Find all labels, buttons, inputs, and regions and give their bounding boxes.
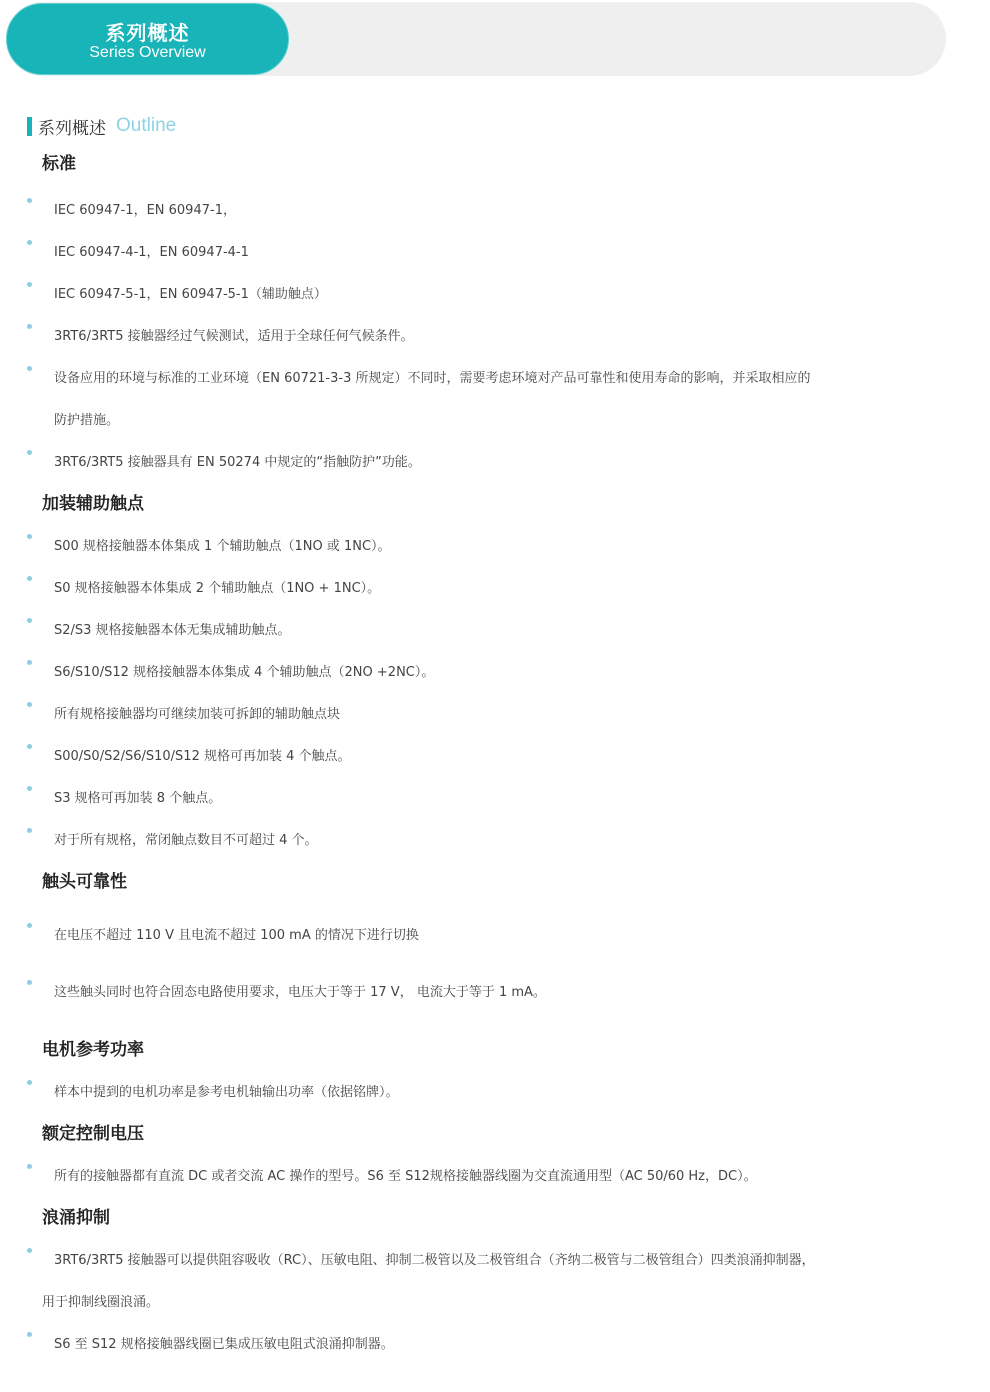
section-heading-reliability: 触头可靠性 [42, 872, 127, 892]
header-title-en: Series Overview [89, 44, 206, 61]
list-item-continuation: 用于抑制线圈浪涌。 [42, 1295, 160, 1310]
list-item: S6/S10/S12 规格接触器本体集成 4 个辅助触点（2NO +2NC）。 [54, 664, 434, 682]
list-item: 所有规格接触器均可继续加装可拆卸的辅助触点块 [54, 706, 340, 724]
section-heading-control-voltage: 额定控制电压 [42, 1124, 144, 1144]
list-item: 设备应用的环境与标准的工业环境（EN 60721-3-3 所规定）不同时，需要考虑环境对产品可靠性和使用寿命的影响，并采取相应的 [54, 370, 810, 388]
bullet-icon [27, 1080, 32, 1085]
list-item: S00/S0/S2/S6/S10/S12 规格可再加装 4 个触点。 [54, 748, 351, 766]
section-heading-surge: 浪涌抑制 [42, 1208, 110, 1228]
list-item: 所有的接触器都有直流 DC 或者交流 AC 操作的型号。S6 至 S12规格接触器线圈为交直流通用型（AC 50/60 Hz，DC）。 [54, 1168, 757, 1186]
section-heading-aux-contacts: 加装辅助触点 [42, 494, 144, 514]
list-item-continuation: 防护措施。 [54, 413, 120, 428]
list-item: 3RT6/3RT5 接触器经过气候测试，适用于全球任何气候条件。 [54, 328, 414, 346]
bullet-icon [27, 240, 32, 245]
bullet-icon [27, 198, 32, 203]
bullet-icon [27, 366, 32, 371]
list-item: S00 规格接触器本体集成 1 个辅助触点（1NO 或 1NC）。 [54, 538, 391, 556]
bullet-icon [27, 534, 32, 539]
outline-label-en: Outline [116, 115, 177, 136]
list-item: 在电压不超过 110 V 且电流不超过 100 mA 的情况下进行切换 [54, 927, 419, 945]
bullet-icon [27, 450, 32, 455]
list-item: IEC 60947-1，EN 60947-1， [54, 202, 236, 220]
list-item: 3RT6/3RT5 接触器具有 EN 50274 中规定的“指触防护”功能。 [54, 454, 421, 472]
list-item: 3RT6/3RT5 接触器可以提供阻容吸收（RC）、压敏电阻、抑制二极管以及二极管组合（齐纳二极管与二极管组合）四类浪涌抑制器， [54, 1252, 815, 1270]
bullet-icon [27, 786, 32, 791]
outline-heading [27, 115, 176, 137]
list-item: IEC 60947-4-1，EN 60947-4-1 [54, 244, 249, 262]
bullet-icon [27, 618, 32, 623]
bullet-icon [27, 1164, 32, 1169]
header-title-zh: 系列概述 [105, 21, 190, 45]
list-item: S0 规格接触器本体集成 2 个辅助触点（1NO + 1NC）。 [54, 580, 380, 598]
bullet-icon [27, 1332, 32, 1337]
list-item: S2/S3 规格接触器本体无集成辅助触点。 [54, 622, 291, 640]
list-item: 这些触头同时也符合固态电路使用要求，电压大于等于 17 V， 电流大于等于 1 mA。 [54, 984, 546, 1002]
outline-accent-bar [27, 117, 32, 136]
list-item: IEC 60947-5-1，EN 60947-5-1（辅助触点） [54, 286, 327, 304]
bullet-icon [27, 282, 32, 287]
section-heading-motor-power: 电机参考功率 [42, 1040, 144, 1060]
list-item: 样本中提到的电机功率是参考电机轴输出功率（依据铭牌）。 [54, 1084, 399, 1102]
list-item: S3 规格可再加装 8 个触点。 [54, 790, 221, 808]
series-overview-tab [6, 3, 289, 75]
bullet-icon [27, 576, 32, 581]
outline-label-zh: 系列概述 [38, 118, 106, 139]
bullet-icon [27, 923, 32, 928]
bullet-icon [27, 660, 32, 665]
bullet-icon [27, 702, 32, 707]
list-item: S6 至 S12 规格接触器线圈已集成压敏电阻式浪涌抑制器。 [54, 1336, 394, 1354]
section-heading-standards: 标准 [42, 154, 76, 174]
list-item: 对于所有规格，常闭触点数目不可超过 4 个。 [54, 832, 318, 850]
bullet-icon [27, 980, 32, 985]
bullet-icon [27, 744, 32, 749]
bullet-icon [27, 828, 32, 833]
bullet-icon [27, 324, 32, 329]
bullet-icon [27, 1248, 32, 1253]
